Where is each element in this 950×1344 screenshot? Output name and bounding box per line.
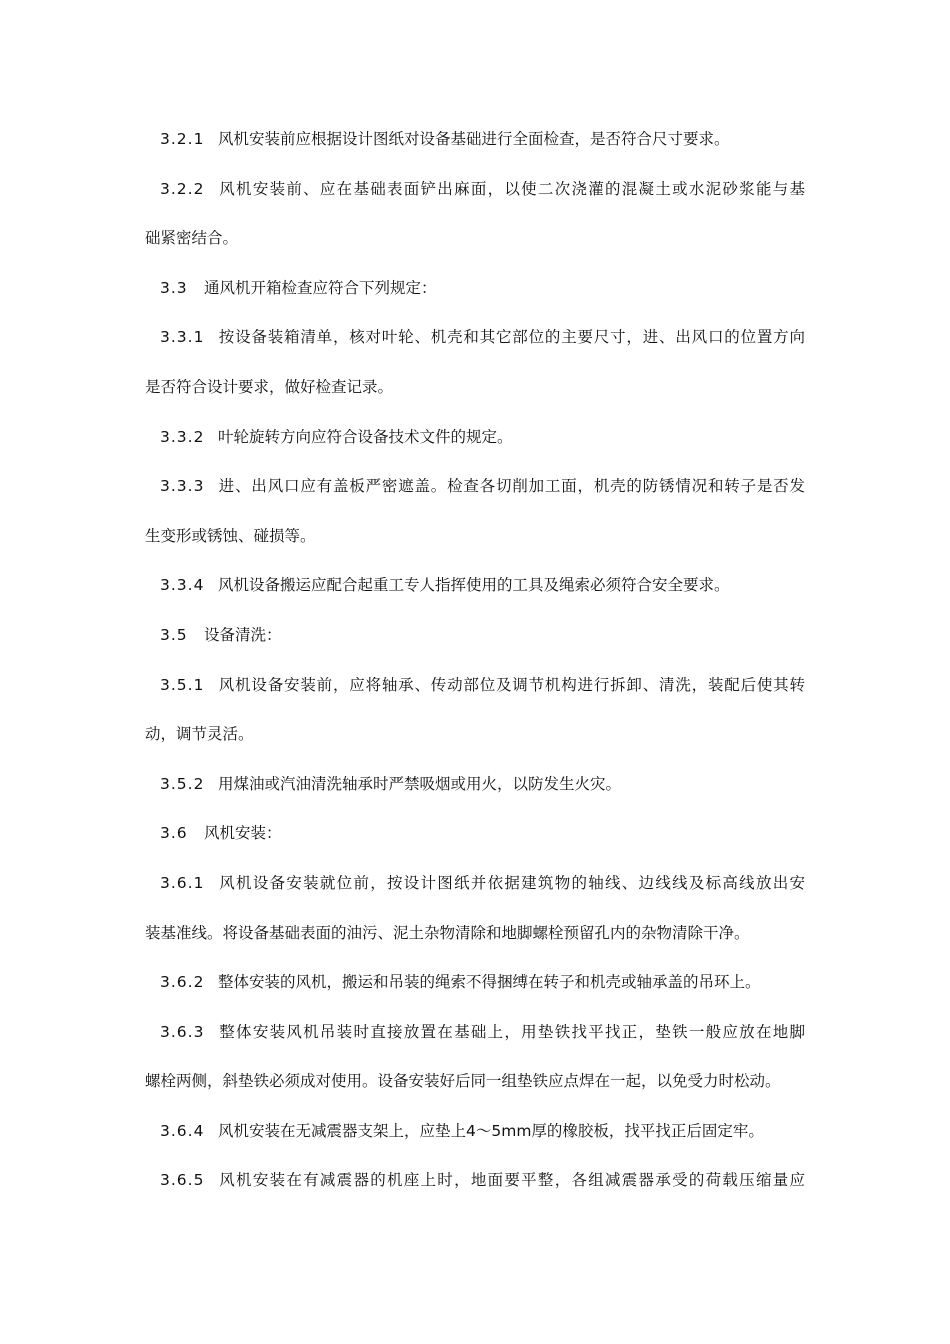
paragraph-first-line (145, 773, 805, 823)
paragraph-continuation-line (145, 922, 805, 972)
paragraph-first-line (145, 822, 805, 872)
paragraph-first-line (145, 574, 805, 624)
section-number: 3.6.4 (160, 1121, 205, 1140)
paragraph-text: 风机设备安装就位前，按设计图纸并依据建筑物的轴线、边线线及标高线放出安 (218, 873, 805, 892)
paragraph-text: 按设备装箱清单，核对叶轮、机壳和其它部位的主要尺寸，进、出风口的位置方向 (218, 328, 805, 347)
section-number: 3.3.2 (160, 427, 205, 446)
paragraph-text: 是否符合设计要求，做好检查记录。 (145, 377, 394, 396)
paragraph-text: 整体安装风机吊装时直接放置在基础上，用垫铁找平找正，垫铁一般应放在地脚 (218, 1022, 805, 1041)
paragraph-first-line (145, 426, 805, 476)
section-number: 3.6.1 (160, 873, 205, 892)
section-number: 3.5 (160, 625, 188, 644)
paragraph-text: 生变形或锈蚀、碰损等。 (145, 526, 316, 545)
section-number: 3.6.5 (160, 1171, 205, 1190)
paragraph-text: 通风机开箱检查应符合下列规定： (204, 278, 437, 297)
paragraph-text: 风机安装前应根据设计图纸对设备基础进行全面检查，是否符合尺寸要求。 (218, 130, 730, 148)
section-number: 3.5.1 (160, 675, 205, 694)
section-number: 3.6.3 (160, 1022, 205, 1041)
paragraph-text: 动，调节灵活。 (145, 725, 254, 744)
paragraph-text: 风机安装前、应在基础表面铲出麻面，以使二次浇灌的混凝土或水泥砂浆能与基 (218, 179, 805, 198)
paragraph-first-line (145, 475, 805, 525)
section-number: 3.3 (160, 278, 188, 297)
paragraph-continuation-line (145, 723, 805, 773)
paragraph-text: 装基准线。将设备基础表面的油污、泥土杂物清除和地脚螺栓预留孔内的杂物清除干净。 (145, 923, 750, 942)
paragraph-text: 风机设备搬运应配合起重工专人指挥使用的工具及绳索必须符合安全要求。 (218, 576, 730, 595)
paragraph-text: 用煤油或汽油清洗轴承时严禁吸烟或用火，以防发生火灾。 (218, 774, 622, 793)
paragraph-first-line (145, 1169, 805, 1219)
paragraph-text: 风机安装： (204, 824, 282, 843)
paragraph-first-line (145, 971, 805, 1021)
section-number: 3.3.4 (160, 576, 205, 595)
paragraph-first-line (145, 277, 805, 327)
paragraph-first-line (145, 872, 805, 922)
paragraph-text: 设备清洗： (204, 625, 282, 644)
section-number: 3.6 (160, 824, 188, 843)
section-number: 3.2.1 (160, 130, 205, 148)
paragraph-first-line (145, 128, 805, 178)
paragraph-text: 风机安装在有减震器的机座上时，地面要平整，各组减震器承受的荷载压缩量应 (218, 1171, 805, 1190)
paragraph-first-line (145, 326, 805, 376)
paragraph-first-line (145, 624, 805, 674)
paragraph-text: 螺栓两侧，斜垫铁必须成对使用。设备安装好后同一组垫铁应点焊在一起，以免受力时松动。 (145, 1072, 781, 1091)
section-number: 3.3.3 (160, 477, 205, 496)
document-body (145, 128, 805, 1219)
section-number: 3.5.2 (160, 774, 205, 793)
paragraph-first-line (145, 674, 805, 724)
paragraph-continuation-line (145, 376, 805, 426)
paragraph-text: 础紧密结合。 (145, 229, 239, 248)
section-number: 3.3.1 (160, 328, 205, 347)
paragraph-text: 风机安装在无减震器支架上，应垫上4～5mm厚的橡胶板，找平找正后固定牢。 (218, 1121, 764, 1140)
paragraph-text: 叶轮旋转方向应符合设备技术文件的规定。 (218, 427, 513, 446)
paragraph-first-line (145, 1021, 805, 1071)
paragraph-continuation-line (145, 227, 805, 277)
paragraph-first-line (145, 1120, 805, 1170)
paragraph-text: 进、出风口应有盖板严密遮盖。检查各切削加工面，机壳的防锈情况和转子是否发 (218, 477, 805, 496)
paragraph-first-line (145, 178, 805, 228)
section-number: 3.6.2 (160, 973, 205, 992)
section-number: 3.2.2 (160, 179, 205, 198)
paragraph-continuation-line (145, 1070, 805, 1120)
paragraph-text: 整体安装的风机，搬运和吊装的绳索不得捆缚在转子和机壳或轴承盖的吊环上。 (218, 973, 761, 992)
paragraph-text: 风机设备安装前，应将轴承、传动部位及调节机构进行拆卸、清洗，装配后使其转 (218, 675, 805, 694)
paragraph-continuation-line (145, 525, 805, 575)
